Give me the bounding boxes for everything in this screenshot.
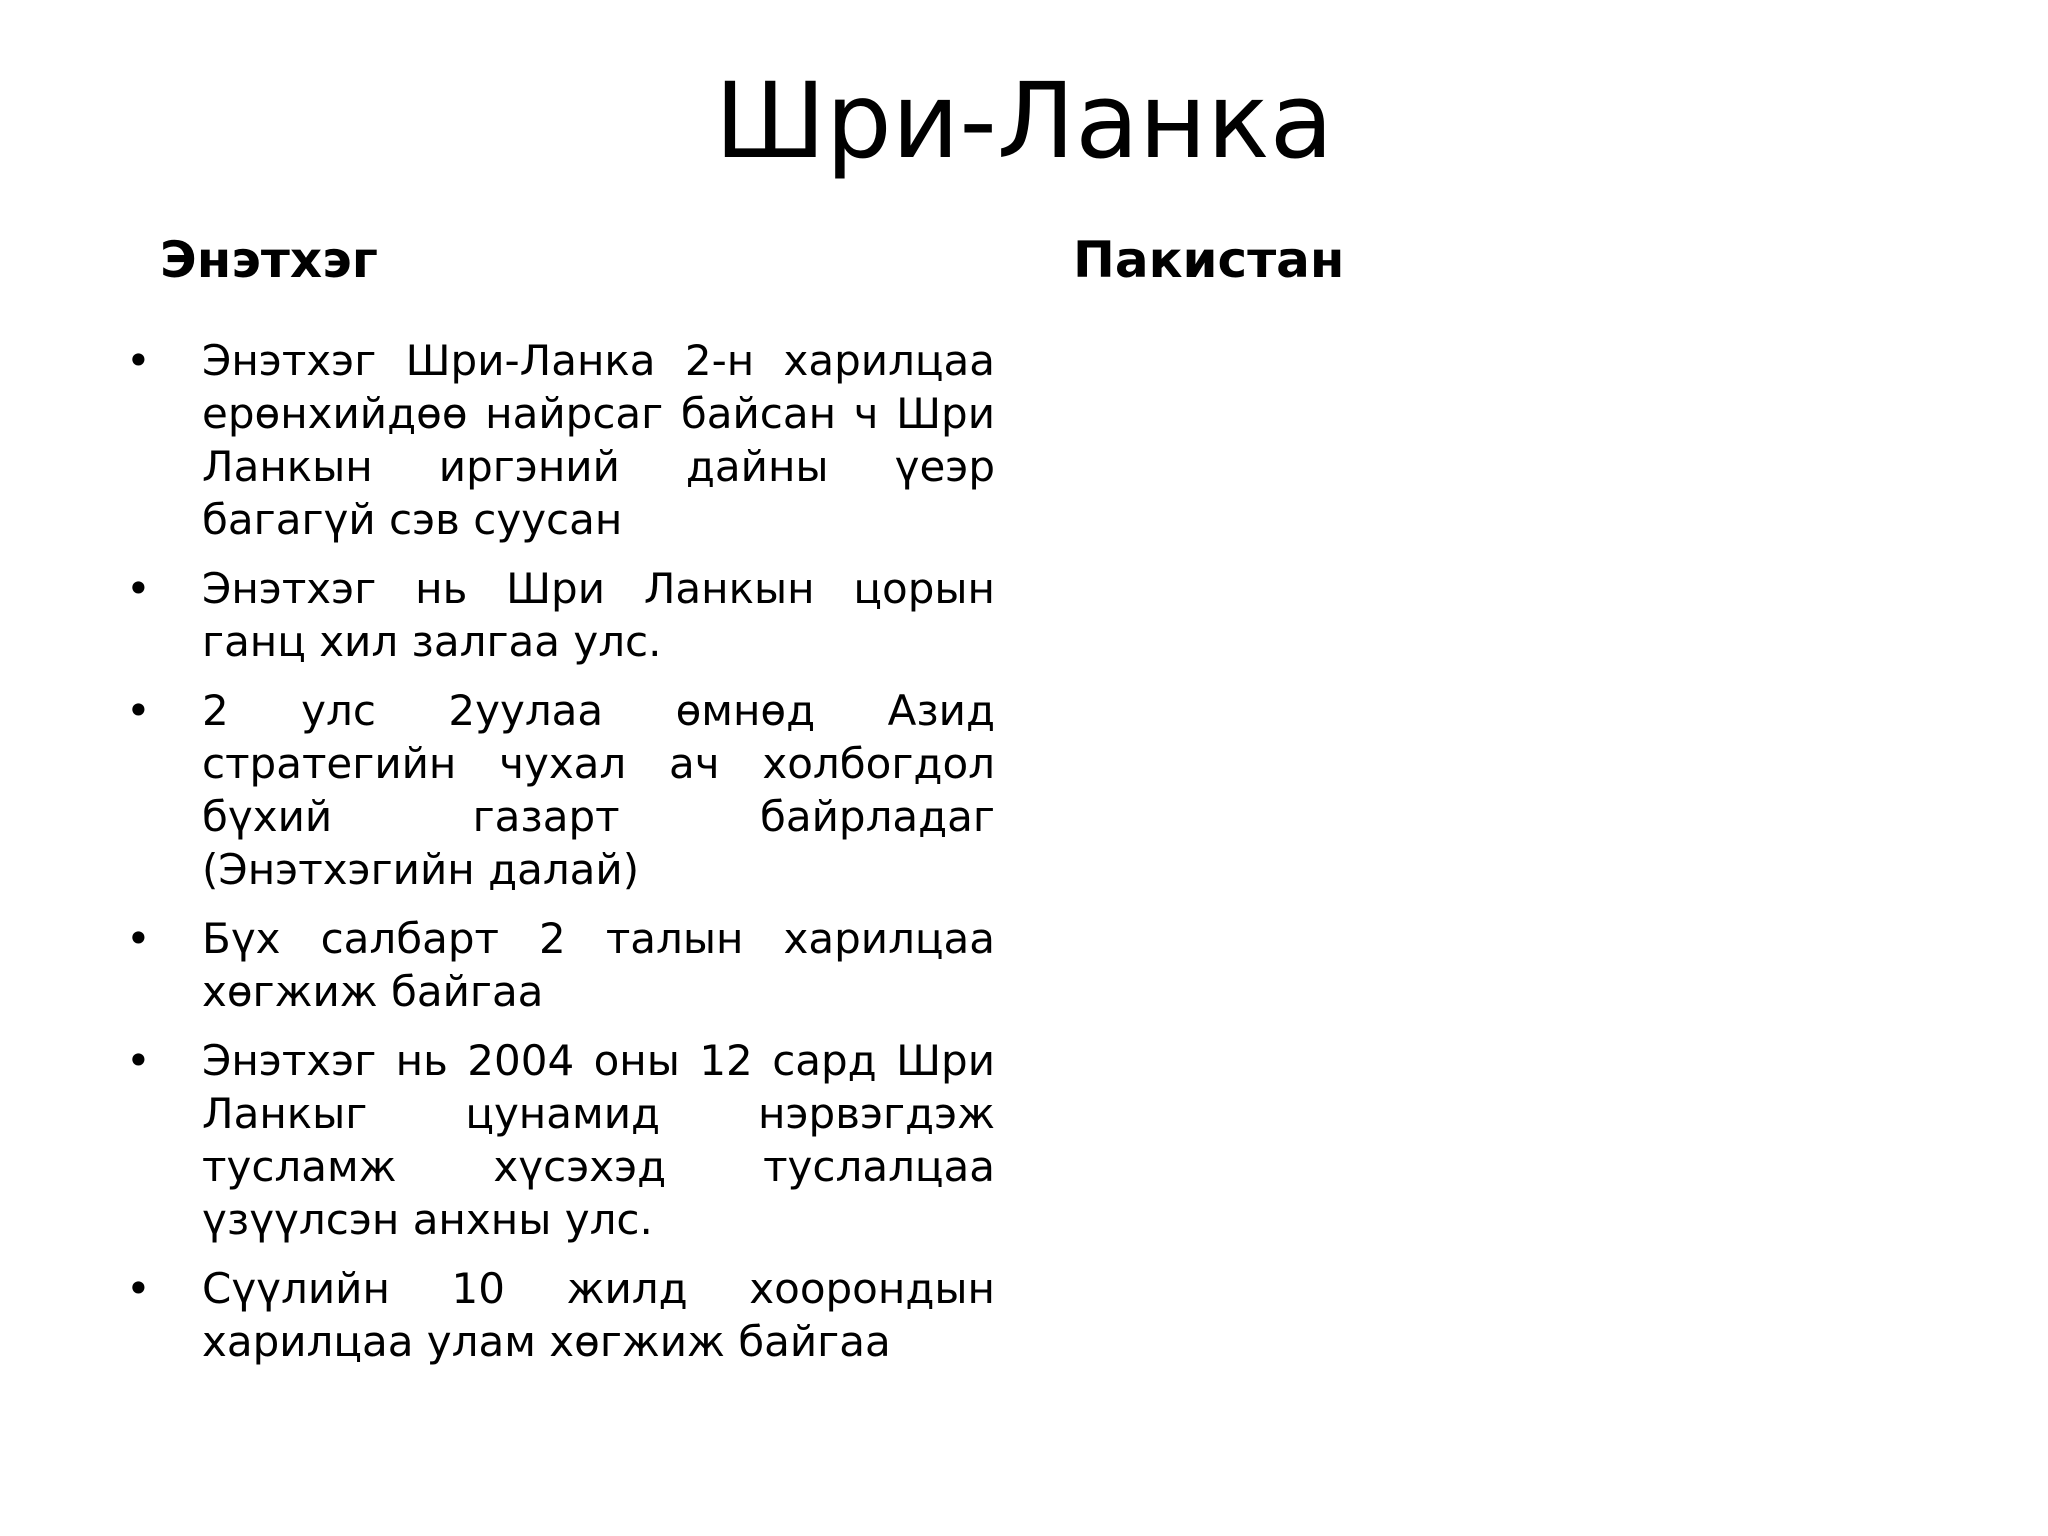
bullet-text: 2 улс 2уулаа өмнөд Азид стратегийн чухал ач холбогдол бүхий газарт байрладаг (Энэтхэгийн далай) — [202, 686, 995, 894]
bullet-text: Бүх салбарт 2 талын харилцаа хөгжиж байгаа — [202, 914, 995, 1016]
bullet-list — [120, 334, 995, 1384]
bullet-item — [120, 1262, 995, 1368]
bullet-item — [120, 1034, 995, 1246]
bullet-item — [120, 562, 995, 668]
bullet-marker: • — [126, 1264, 151, 1313]
bullet-item — [120, 684, 995, 896]
slide-title: Шри-Ланка — [714, 60, 1334, 182]
bullet-marker: • — [126, 914, 151, 963]
bullet-text: Сүүлийн 10 жилд хоорондын харилцаа улам хөгжиж байгаа — [202, 1264, 995, 1366]
bullet-item — [120, 912, 995, 1018]
bullet-marker: • — [126, 564, 151, 613]
bullet-text: Энэтхэг нь 2004 оны 12 сард Шри Ланкыг цунамид нэрвэгдэж тусламж хүсэхэд туслалцаа үзүүлсэн анхны улс. — [202, 1036, 995, 1244]
bullet-item — [120, 334, 995, 546]
bullet-marker: • — [126, 686, 151, 735]
bullet-text: Энэтхэг Шри-Ланка 2-н харилцаа ерөнхийдөө найрсаг байсан ч Шри Ланкын иргэний дайны үеэр багагүй сэв суусан — [202, 336, 995, 544]
bullet-marker: • — [126, 1036, 151, 1085]
right-column-heading: Пакистан — [1073, 231, 1345, 289]
bullet-marker: • — [126, 336, 151, 385]
left-column-heading: Энэтхэг — [160, 231, 378, 289]
bullet-text: Энэтхэг нь Шри Ланкын цорын ганц хил залгаа улс. — [202, 564, 995, 666]
